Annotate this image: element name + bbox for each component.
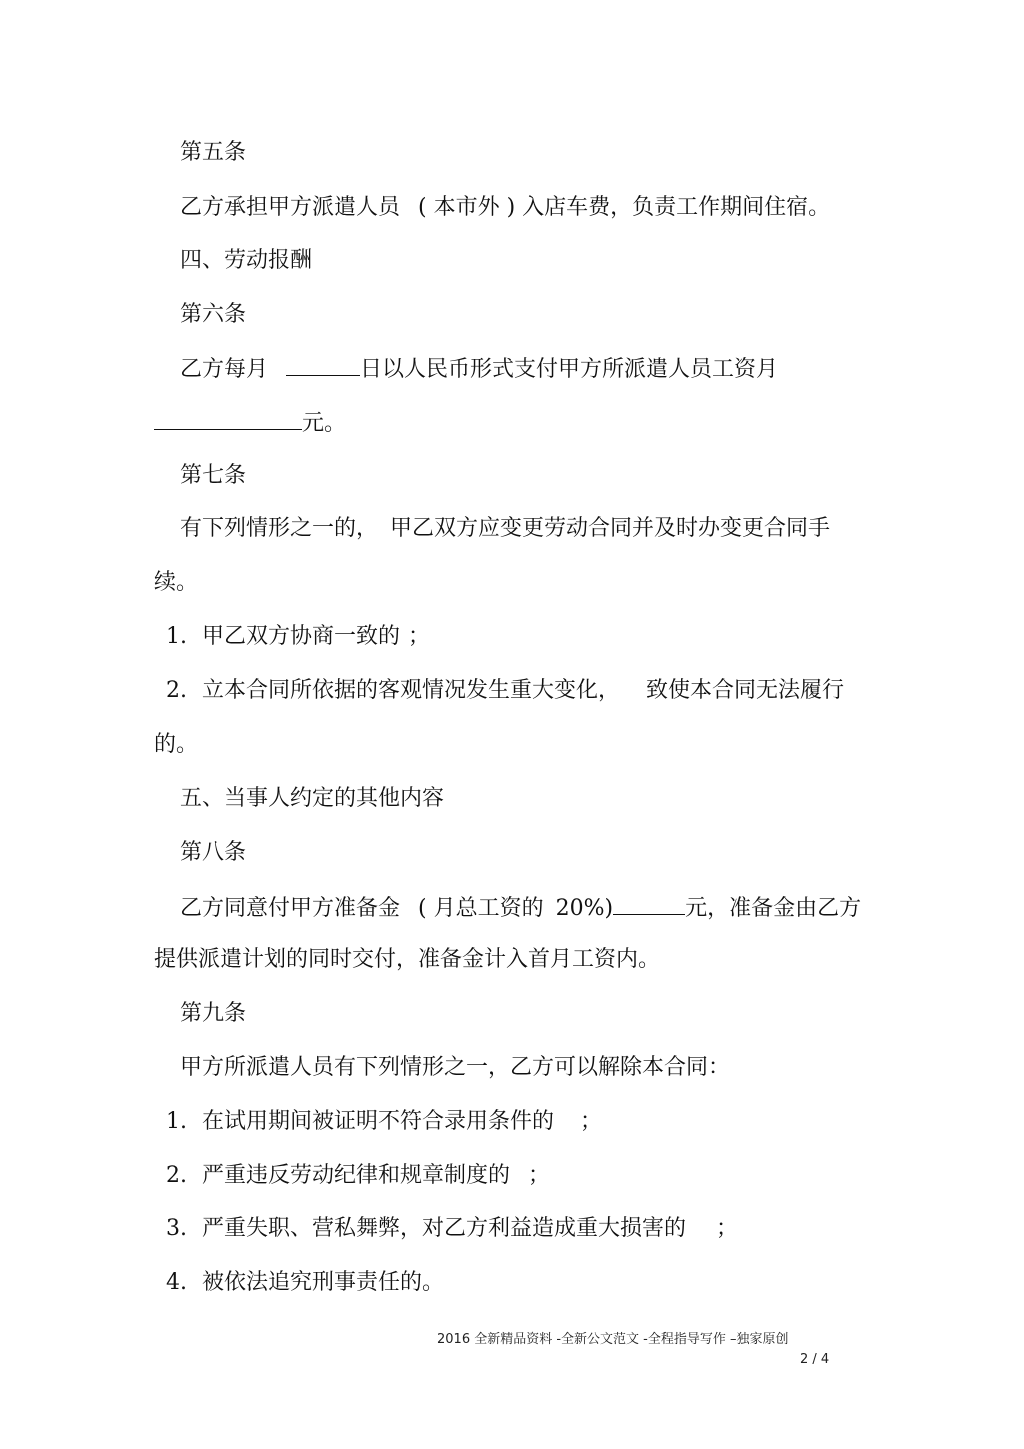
article-6-text-b: 日以人民币形式支付甲方所派遣人员工资月	[360, 357, 779, 382]
article-9-text: 甲方所派遣人员有下列情形之一，乙方可以解除本合同：	[180, 1055, 731, 1080]
salary-blank	[154, 407, 302, 430]
footer-text: 2016 全新精品资料 -全新公文范文 -全程指导写作 –独家原创	[437, 1332, 789, 1347]
article-6-text-c: 元。	[302, 411, 347, 436]
article-8-text-d: 元，准备金由乙方	[685, 896, 862, 921]
article-9-item-2	[166, 1161, 550, 1191]
item-tail: ；	[716, 1216, 739, 1241]
item-number: 1.	[166, 624, 187, 649]
article-5-text	[180, 193, 830, 223]
item-number: 2.	[166, 678, 187, 703]
item-number: 3.	[166, 1216, 187, 1241]
article-8-heading: 第八条	[180, 840, 247, 865]
item-number: 4.	[166, 1270, 187, 1295]
article-5-text-a: 乙方承担甲方派遣人员	[180, 195, 401, 220]
article-6-text-cont	[154, 407, 346, 439]
item-text: 严重违反劳动纪律和规章制度的	[202, 1163, 511, 1188]
article-8-text-b: ( 月总工资的	[418, 896, 544, 921]
section-5-heading: 五、当事人约定的其他内容	[180, 786, 445, 811]
item-text: 被依法追究刑事责任的。	[202, 1270, 445, 1295]
article-8-text-cont: 提供派遣计划的同时交付，准备金计入首月工资内。	[154, 947, 661, 972]
day-blank	[286, 353, 360, 376]
item-text: 在试用期间被证明不符合录用条件的	[202, 1109, 555, 1134]
item-text-2: 致使本合同无法履行	[646, 678, 845, 703]
article-5-text-b: ( 本市外 ) 入店车费，负责工作期间住宿。	[418, 195, 831, 220]
article-7-text-b: 甲乙双方应变更劳动合同并及时办变更合同手	[390, 516, 831, 541]
article-6-text	[180, 353, 778, 385]
article-6-text-a: 乙方每月	[180, 357, 269, 382]
article-6-heading: 第六条	[180, 302, 247, 327]
article-7-text-a: 有下列情形之一的，	[180, 516, 379, 541]
article-7-text-cont: 续。	[154, 570, 199, 595]
item-tail: ；	[408, 624, 431, 649]
item-tail: ；	[528, 1163, 551, 1188]
item-number: 2.	[166, 1163, 187, 1188]
item-text: 甲乙双方协商一致的	[202, 624, 401, 649]
article-9-item-4	[166, 1268, 444, 1298]
article-9-heading: 第九条	[180, 1001, 247, 1026]
article-7-item-2	[166, 676, 844, 706]
deposit-blank	[613, 892, 685, 915]
article-8-text-a: 乙方同意付甲方准备金	[180, 896, 401, 921]
article-8-text-c: 20%)	[555, 896, 614, 921]
article-8-text	[180, 892, 861, 924]
item-number: 1.	[166, 1109, 187, 1134]
article-9-item-3	[166, 1214, 738, 1244]
article-7-text	[180, 514, 830, 544]
item-text: 严重失职、营私舞弊，对乙方利益造成重大损害的	[202, 1216, 687, 1241]
article-7-item-1	[166, 622, 430, 652]
section-4-heading: 四、劳动报酬	[180, 248, 313, 273]
item-text: 立本合同所依据的客观情况发生重大变化，	[202, 678, 621, 703]
article-9-item-1	[166, 1107, 602, 1137]
article-7-item-2-cont: 的。	[154, 732, 199, 757]
article-5-heading: 第五条	[180, 140, 247, 165]
item-tail: ；	[580, 1109, 603, 1134]
page-number: 2 / 4	[800, 1352, 830, 1367]
article-7-heading: 第七条	[180, 463, 247, 488]
